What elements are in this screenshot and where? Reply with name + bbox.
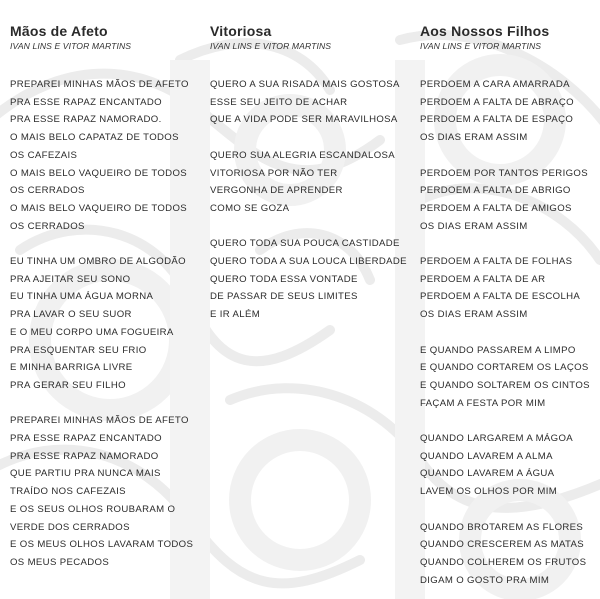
lyric-line: O MAIS BELO CAPATAZ DE TODOS bbox=[10, 132, 179, 144]
lyric-line: QUANDO LAVAREM A ÁGUA bbox=[420, 468, 555, 480]
lyric-line: FAÇAM A FESTA POR MIM bbox=[420, 397, 546, 409]
lyric-line: TRAÍDO NOS CAFEZAIS bbox=[10, 486, 126, 498]
song-lyrics bbox=[210, 76, 410, 324]
lyric-line: OS CAFEZAIS bbox=[10, 149, 78, 161]
lyric-line: OS MEUS PECADOS bbox=[10, 556, 110, 568]
song-column-aos-nossos-filhos bbox=[420, 22, 600, 589]
lyric-line: VERDE DOS CERRADOS bbox=[10, 521, 130, 533]
lyric-line: PRA AJEITAR SEU SONO bbox=[10, 273, 131, 285]
lyric-line: O MAIS BELO VAQUEIRO DE TODOS bbox=[10, 202, 188, 214]
song-credits: IVAN LINS E VITOR MARTINS bbox=[420, 41, 542, 51]
stanza-gap bbox=[210, 218, 410, 236]
lyric-line: EU TINHA UM OMBRO DE ALGODÃO bbox=[10, 256, 186, 268]
lyric-line: PRA ESQUENTAR SEU FRIO bbox=[10, 344, 147, 356]
lyric-line: O MAIS BELO VAQUEIRO DE TODOS bbox=[10, 167, 188, 179]
stanza-gap bbox=[420, 324, 600, 342]
stanza-gap bbox=[420, 412, 600, 430]
lyric-line: ESSE SEU JEITO DE ACHAR bbox=[210, 96, 348, 108]
lyric-line: PRA ESSE RAPAZ ENCANTADO bbox=[10, 433, 162, 445]
lyric-line: OS DIAS ERAM ASSIM bbox=[420, 132, 528, 144]
song-title: Aos Nossos Filhos bbox=[420, 23, 550, 39]
lyric-line: PERDOEM A FALTA DE AMIGOS bbox=[420, 202, 572, 214]
lyric-line: QUANDO COLHEREM OS FRUTOS bbox=[420, 556, 587, 568]
lyric-line: PRA GERAR SEU FILHO bbox=[10, 379, 126, 391]
lyric-line: PREPAREI MINHAS MÃOS DE AFETO bbox=[10, 415, 189, 427]
lyric-line: PERDOEM A FALTA DE ABRAÇO bbox=[420, 96, 574, 108]
lyric-line: QUANDO BROTAREM AS FLORES bbox=[420, 521, 584, 533]
lyric-line: PERDOEM A FALTA DE AR bbox=[420, 273, 546, 285]
lyric-line: PERDOEM A FALTA DE ESPAÇO bbox=[420, 114, 574, 126]
lyric-line: PRA ESSE RAPAZ ENCANTADO bbox=[10, 96, 162, 108]
lyric-line: E OS SEUS OLHOS ROUBARAM O bbox=[10, 503, 176, 515]
lyric-line: LAVEM OS OLHOS POR MIM bbox=[420, 486, 558, 498]
lyric-line: DE PASSAR DE SEUS LIMITES bbox=[210, 291, 358, 303]
song-column-vitoriosa bbox=[210, 22, 410, 324]
song-title: Mãos de Afeto bbox=[10, 23, 108, 39]
song-column-maos-de-afeto bbox=[10, 22, 205, 572]
lyric-line: QUE PARTIU PRA NUNCA MAIS bbox=[10, 468, 161, 480]
lyric-line: PREPAREI MINHAS MÃOS DE AFETO bbox=[10, 79, 189, 90]
lyric-line: OS CERRADOS bbox=[10, 185, 85, 197]
lyric-line: QUERO SUA ALEGRIA ESCANDALOSA bbox=[210, 149, 396, 161]
song-title: Vitoriosa bbox=[210, 23, 272, 39]
lyric-line: OS CERRADOS bbox=[10, 220, 85, 232]
song-credits: IVAN LINS E VITOR MARTINS bbox=[10, 41, 132, 51]
lyric-line: OS DIAS ERAM ASSIM bbox=[420, 309, 528, 321]
lyric-line: QUERO TODA SUA POUCA CASTIDADE bbox=[210, 238, 400, 250]
lyric-line: VERGONHA DE APRENDER bbox=[210, 185, 343, 197]
lyric-line: QUANDO LAVAREM A ALMA bbox=[420, 450, 553, 462]
lyric-line: E IR ALÉM bbox=[210, 309, 261, 321]
lyric-line: E QUANDO SOLTAREM OS CINTOS bbox=[420, 379, 590, 391]
lyric-line: QUE A VIDA PODE SER MARAVILHOSA bbox=[210, 114, 398, 126]
lyric-line: E QUANDO CORTAREM OS LAÇOS bbox=[420, 362, 589, 374]
lyric-line: QUANDO LARGAREM A MÁGOA bbox=[420, 433, 574, 444]
lyric-line: PERDOEM A FALTA DE ABRIGO bbox=[420, 185, 571, 197]
stanza-gap bbox=[420, 147, 600, 165]
lyric-line: PRA ESSE RAPAZ NAMORADO. bbox=[10, 114, 162, 126]
song-lyrics bbox=[10, 76, 205, 572]
lyric-line: QUERO TODA ESSA VONTADE bbox=[210, 273, 358, 285]
lyric-line: COMO SE GOZA bbox=[210, 202, 290, 214]
lyric-line: E QUANDO PASSAREM A LIMPO bbox=[420, 344, 576, 356]
lyric-line: DIGAM O GOSTO PRA MIM bbox=[420, 574, 550, 586]
lyric-line: PERDOEM A FALTA DE ESCOLHA bbox=[420, 291, 581, 303]
lyric-line: E MINHA BARRIGA LIVRE bbox=[10, 362, 133, 374]
stanza-gap bbox=[420, 235, 600, 253]
stanza-gap bbox=[420, 501, 600, 519]
stanza-gap bbox=[10, 235, 205, 253]
lyric-line: PERDOEM A CARA AMARRADA bbox=[420, 79, 570, 90]
stanza-gap bbox=[210, 129, 410, 147]
lyric-line: VITORIOSA POR NÃO TER bbox=[210, 167, 338, 179]
lyric-line: PERDOEM A FALTA DE FOLHAS bbox=[420, 256, 573, 267]
lyric-line: PRA ESSE RAPAZ NAMORADO bbox=[10, 450, 159, 462]
lyric-line: QUERO A SUA RISADA MAIS GOSTOSA bbox=[210, 79, 400, 90]
lyric-line: E O MEU CORPO UMA FOGUEIRA bbox=[10, 326, 174, 338]
song-lyrics bbox=[420, 76, 600, 589]
lyric-line: E OS MEUS OLHOS LAVARAM TODOS bbox=[10, 539, 194, 551]
lyric-line: QUANDO CRESCEREM AS MATAS bbox=[420, 539, 585, 551]
lyric-line: QUERO TODA A SUA LOUCA LIBERDADE bbox=[210, 256, 407, 267]
stanza-gap bbox=[10, 395, 205, 413]
lyric-line: OS DIAS ERAM ASSIM bbox=[420, 220, 528, 232]
lyric-line: EU TINHA UMA ÁGUA MORNA bbox=[10, 291, 154, 303]
lyric-line: PERDOEM POR TANTOS PERIGOS bbox=[420, 167, 588, 179]
lyric-line: PRA LAVAR O SEU SUOR bbox=[10, 309, 132, 321]
song-credits: IVAN LINS E VITOR MARTINS bbox=[210, 41, 332, 51]
